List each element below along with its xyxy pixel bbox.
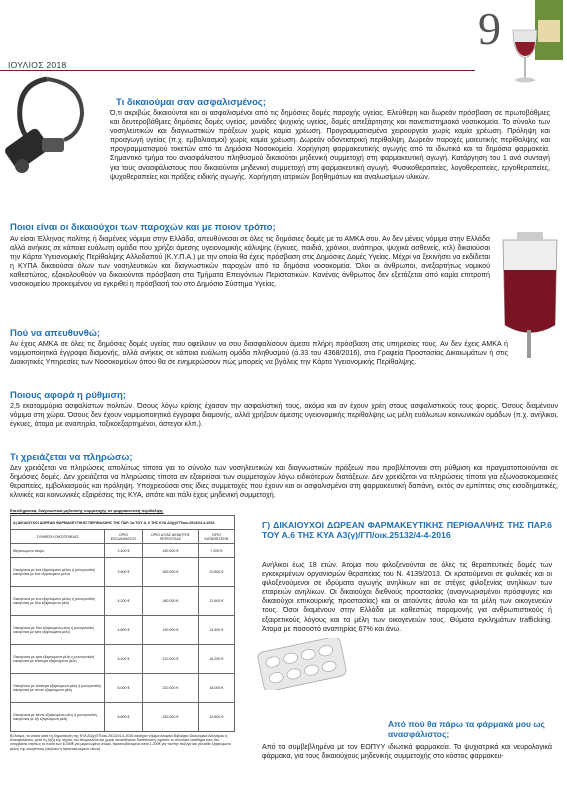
table-row: Οικογένεια με τέσσερα εξαρτώμενα μέλη ή μονογονεϊκή οικογένεια με πέντε εξαρτώμενα μέλη 6.000 € 220.000 € 18.000 € — [11, 674, 235, 703]
income-criteria-table — [10, 508, 235, 751]
page-number: 9 — [478, 3, 501, 54]
right-sub-text: Από τα συμβεβλημένα με τον ΕΟΠΥΥ ιδιωτικά φαρμακεία. Τα ψυχιατρικά και νευρολογικά φάρμακα, για τους δικαιούχους μηδενικής συμμετοχής στο κόστος φαρμακευ- — [262, 743, 552, 761]
section-text-3: Αν έχεις ΑΜΚΑ σε όλες τις δημόσιες δομές υγείας που οφείλουν να σου διασφαλίσουν άμεσα πλήρη πρόσβαση στις υπηρεσίες τους. Αν δεν έχεις ΑΜΚΑ ή νομιμοποιητικά έγγραφα διαμονής, αλλά ανήκεις σε κάποια ευάλωτη ομάδα πληθυσμού (ά.33 του 4368/2016), στα Γραφεία Προστασίας Δικαιωμάτων ή στις Διοικητικές Υπηρεσίες των Νοσοκομείων όπου θα σε ενημερώσουν πώς μπορείς να βγάλεις την Κάρτα Υγειονομικής Περίθαλψης. — [10, 340, 508, 367]
table-row: Οικογένεια με ένα εξαρτώμενο μέλος ή μονογονεϊκή οικογένεια με ένα εξαρτώμενο μέλος 3.600 € 160.000 € 10.800 € — [11, 558, 235, 587]
table-header: ΟΡΙΟ ΕΙΣΟΔΗΜΑΤΟΣ — [105, 530, 143, 544]
section-title-1: Τι δικαιούμαι σαν ασφαλισμένος; — [116, 97, 266, 108]
section-title-3: Πού να απευθυνθώ; — [10, 328, 101, 339]
table-row: Οικογένεια με τρία εξαρτώμενα μέλη ή μονογονεϊκή οικογένεια με τέσσερα εξαρτώμενα μέλη 5.400 € 210.000 € 16.200 € — [11, 645, 235, 674]
table-footnote: Β) Άτομα, τα οποία κατά τη δημοσίευση της ΚΥΑ Α3(γ)/ΓΠ/οικ.25132/4-4-2016 κατείχαν νόμιμα Ατομικό Βιβλιάριο Οικονομικά Αδυνάμου ή Ανασφαλίστου, μετά τη λήξη της ισχύος του θεωρούνται και χωρίς οποιαδήποτε διαπίστωση, εφόσον το συνολικό εισόδημά τους δεν υπερβαίνει ετησίως το ποσό των 6.000€ για μεμονωμένο άτομο, προσαυξανόμενο κατά 1.200€ για τον/την σύζυγο και για κάθε εξαρτώμενο μέλος της οικογένειας (ανήλικο ή προστατευόμενο τέκνο). — [10, 734, 231, 751]
table-header: ΣΥΝΘΕΣΗ ΟΙΚΟΓΕΝΕΙΑΣ — [11, 530, 105, 544]
right-block-heading: Γ) ΔΙΚΑΙΟΥΧΟΙ ΔΩΡΕΑΝ ΦΑΡΜΑΚΕΥΤΙΚΗΣ ΠΕΡΙΘΑΛΨΗΣ ΤΗΣ ΠΑΡ.6 ΤΟΥ Α.6 ΤΗΣ ΚΥΑ Α3(γ)/ΓΠ/οικ.25132/4-4-2016 — [262, 520, 552, 540]
section-title-2: Ποιοι είναι οι δικαιούχοι των παροχών και με ποιον τρόπο; — [10, 222, 276, 233]
section-title-4: Ποιους αφορά η ρύθμιση; — [10, 390, 126, 401]
stethoscope-icon — [2, 74, 117, 179]
table-header: ΟΡΙΟ ΚΑΤΑΘΕΣΕΩΝ — [198, 530, 234, 544]
table-caption: Εισοδηματικά, διαγνωστικά μηδενικής συμμετοχής σε φαρμακευτική περίθαλψη: — [10, 508, 164, 513]
section-text-2: Αν είσαι Έλληνας πολίτης ή διαμένεις νόμιμα στην Ελλάδα, απευθύνεσαι σε όλες τις δημόσιες δομές με το ΑΜΚΑ σου. Αν δεν μένεις νόμιμα στην Ελλάδα αλλά ανήκεις σε κάποια ευάλωτη ομάδα που χρήζει άμεσης υγειονομικής κάλυψης (έγκυες, παιδιά, χρόνιοι, ανάπηροι, ψυχικά ασθενείς, κτλ) δικαιούσαι την Κάρτα Υγειονομικής Περίθαλψης Αλλοδαπού (Κ.Υ.Π.Α.) με την οποία θα έχεις πρόσβαση στις Δημόσιες Δομές Υγείας. Μέχρι να ξεκινήσει να εκδίδεται η ΚΥΠΑ δικαιούσαι όλων των νοσηλευτικών και διαγνωστικών παροχών από τα δημόσια νοσοκομεία. Όλοι οι άνθρωποι, ανεξαρτήτως νομικού καθεστώτος, εξακολουθούν να δικαιούνται πρόσβαση στα Τμήματα Επειγόντων Περιστατικών. Κανένας άνθρωπος δεν εξετάζεται από καμία επιτροπή νοσοκομείου προκειμένου να εγκριθεί η πρόσβασή του στο Δημόσιο Σύστημα Υγείας. — [10, 235, 490, 289]
section-text-1: Ό,τι ακριβώς δικαιούνται και οι ασφαλισμένοι από τις δημόσιες δομές παροχής υγείας. Ελεύθερη και δωρεάν πρόσβαση σε πρωτοβάθμιες και δευτεροβάθμιες δημόσιες δομές υγείας, μονάδες ψυχικής υγείας, δομές απεξάρτησης και πανεπιστημιακά νοσοκομεία. Το σύνολο των νοσηλευτικών και διαγνωστικών πράξεων χωρίς καμία χρέωση. Προγραμματισμένα χειρουργεία χωρίς καμία χρέωση. Πρόληψη και προαγωγή υγείας (π.χ. εμβολιασμοί) χωρίς καμία χρέωση. Δωρεάν οδοντιατρική περίθαλψη. Δωρεάν παροχές μαιευτικής περίθαλψης και προγραμματισμού τοκετών από τα Δημόσια Νοσοκομεία. Χορήγηση φαρμακευτικής αγωγής από τα ιδιωτικά και τα δημόσια φαρμακεία. Σημαντικό τμήμα του ανασφάλιστου πληθυσμού δικαιούται μηδενική συμμετοχή στη φαρμακευτική αγωγή. Κατάργηση του 1 ανά συνταγή για τους ανασφάλιστους που δικαιούνται μηδενική συμμετοχή στη φαρμακευτική αγωγή. Φυσικοθεραπείες, λογοθεραπείες, εργοθεραπείες, ψυχοθεραπείες και πράξεις ειδικής αγωγής. Χορήγηση ιατρικών βοηθημάτων και αναλωσίμων υλικών. — [110, 109, 550, 181]
issue-date: ΙΟΥΛΙΟΣ 2018 — [8, 60, 67, 70]
table-row: Μεμονωμένο άτομο 2.400 € 150.000 € 7.200 € — [11, 544, 235, 558]
pills-icon — [256, 638, 348, 690]
right-block-text: Ανήλικοι έως 18 ετών. Άτομα που φιλοξενούνται σε όλες τις θεραπευτικές δομές των εγκεκριμένων οργανισμών θεραπείας του Ν. 4139/2013. Οι κρατούμενοι σε φυλακές και οι φιλοξενούμενοι σε ιδρύματα αγωγής ανηλίκων και σε στέγες φιλοξενίας ανηλίκων των εταιρειών ανηλίκων. Οι δικαιούχοι διεθνούς προστασίας (αναγνωρισμένοι πρόσφυγες και δικαιούχοι επικουρικής προστασίας) και οι αιτούντες άσυλο και τα μέλη των οικογενειών τους. Όσοι διαμένουν στην Ελλάδα με καθεστώς παραμονής για ανθρωπιστικούς ή εξαιρετικούς λόγους και τα μέλη των οικογενειών τους. Θύματα εγκλημάτων trafficking. Άτομα με ποσοστό αναπηρίας 67% και άνω. — [262, 561, 552, 633]
right-sub-heading: Από πού θα πάρω τα φάρμακά μου ως ανασφάλιστος; — [388, 719, 545, 739]
wine-glass-icon — [505, 0, 567, 90]
section-title-5: Τι χρειάζεται να πληρώσω; — [10, 452, 133, 463]
table-row: Οικογένεια με πέντε εξαρτώμενα μέλη ή μονογονεϊκή οικογένεια με έξι εξαρτώμενα μέλη 6.600 € 240.000 € 19.800 € — [11, 703, 235, 732]
header-divider — [0, 70, 475, 71]
table-row: Οικογένεια με ένα εξαρτώμενο μέλος ή μονογονεϊκή οικογένεια με δύο εξαρτώμενα μέλη 4.200 € 180.000 € 12.600 € — [11, 587, 235, 616]
section-text-4: 2,5 εκατομμύρια ασφαλίστων πολιτών. Όσους λόγω κρίσης έχασαν την ασφαλιστική τους, ακόμα και αν έχουν χρέη στους ασφαλιστικούς τους φορείς. Όσους διαμένουν νόμιμα στη χώρα. Όσους δεν έχουν νομιμοποιητικά έγγραφα διαμονής, αλλά χρήζουν άμεσης υγειονομικής περίθαλψης ως μέλη ευάλωτων κοινωνικών ομάδων (π.χ. ανήλικοι, έγκυες, άτομα με αναπηρία, τοξικοεξαρτημένοι, άστεγοι κλπ.). — [10, 402, 558, 429]
table-row: Οικογένεια με δύο εξαρτώμενα μέλη ή μονογονεϊκή οικογένεια με τρία εξαρτώμενα μέλη 4.800 € 190.000 € 14.400 € — [11, 616, 235, 645]
table-header: ΟΡΙΟ ΑΞΙΑΣ ΑΚΙΝΗΤΗΣ ΠΕΡΙΟΥΣΙΑΣ — [143, 530, 199, 544]
section-text-5: Δεν χρειάζεται να πληρώσεις απολύτως τίποτα για το σύνολο των νοσηλευτικών και διαγνωστικών πράξεων που προβλέπονται στη ρύθμιση και πραγματοποιούνται σε δημόσιες δομές. Δεν χρειάζεται να πληρώσεις τίποτα αν εξαιρείσαι των συμμετοχών λόγω ειδικότερων διατάξεων. Δεν χρειάζεται να πληρώσεις τίποτα για εξωνοσοκομειακές θεραπείες, εμβολιασμούς και πρόληψη. Υποχρεούσαι στις ίδιες συμμετοχές που έχουν και οι ασφαλισμένοι στη φαρμακευτική δαπάνη, εκτός αν εμπίπτεις στις εισοδηματικές, κλινικές και κοινωνικές εξαιρέσεις της ΚΥΑ, οπότε και πάλι έχεις μηδενική συμμετοχή. — [10, 464, 558, 500]
table-title: Α) ΔΙΚΑΙΟΥΧΟΙ ΔΩΡΕΑΝ ΦΑΡΜΑΚΕΥΤΙΚΗΣ ΠΕΡΙΘΑΛΨΗΣ ΤΗΣ ΠΑΡ. 2α ΤΟΥ Α. 6 ΤΗΣ ΚΥΑ Α3(γ)/ΓΠ/οικ.25132/4-4-2016 — [11, 516, 235, 530]
